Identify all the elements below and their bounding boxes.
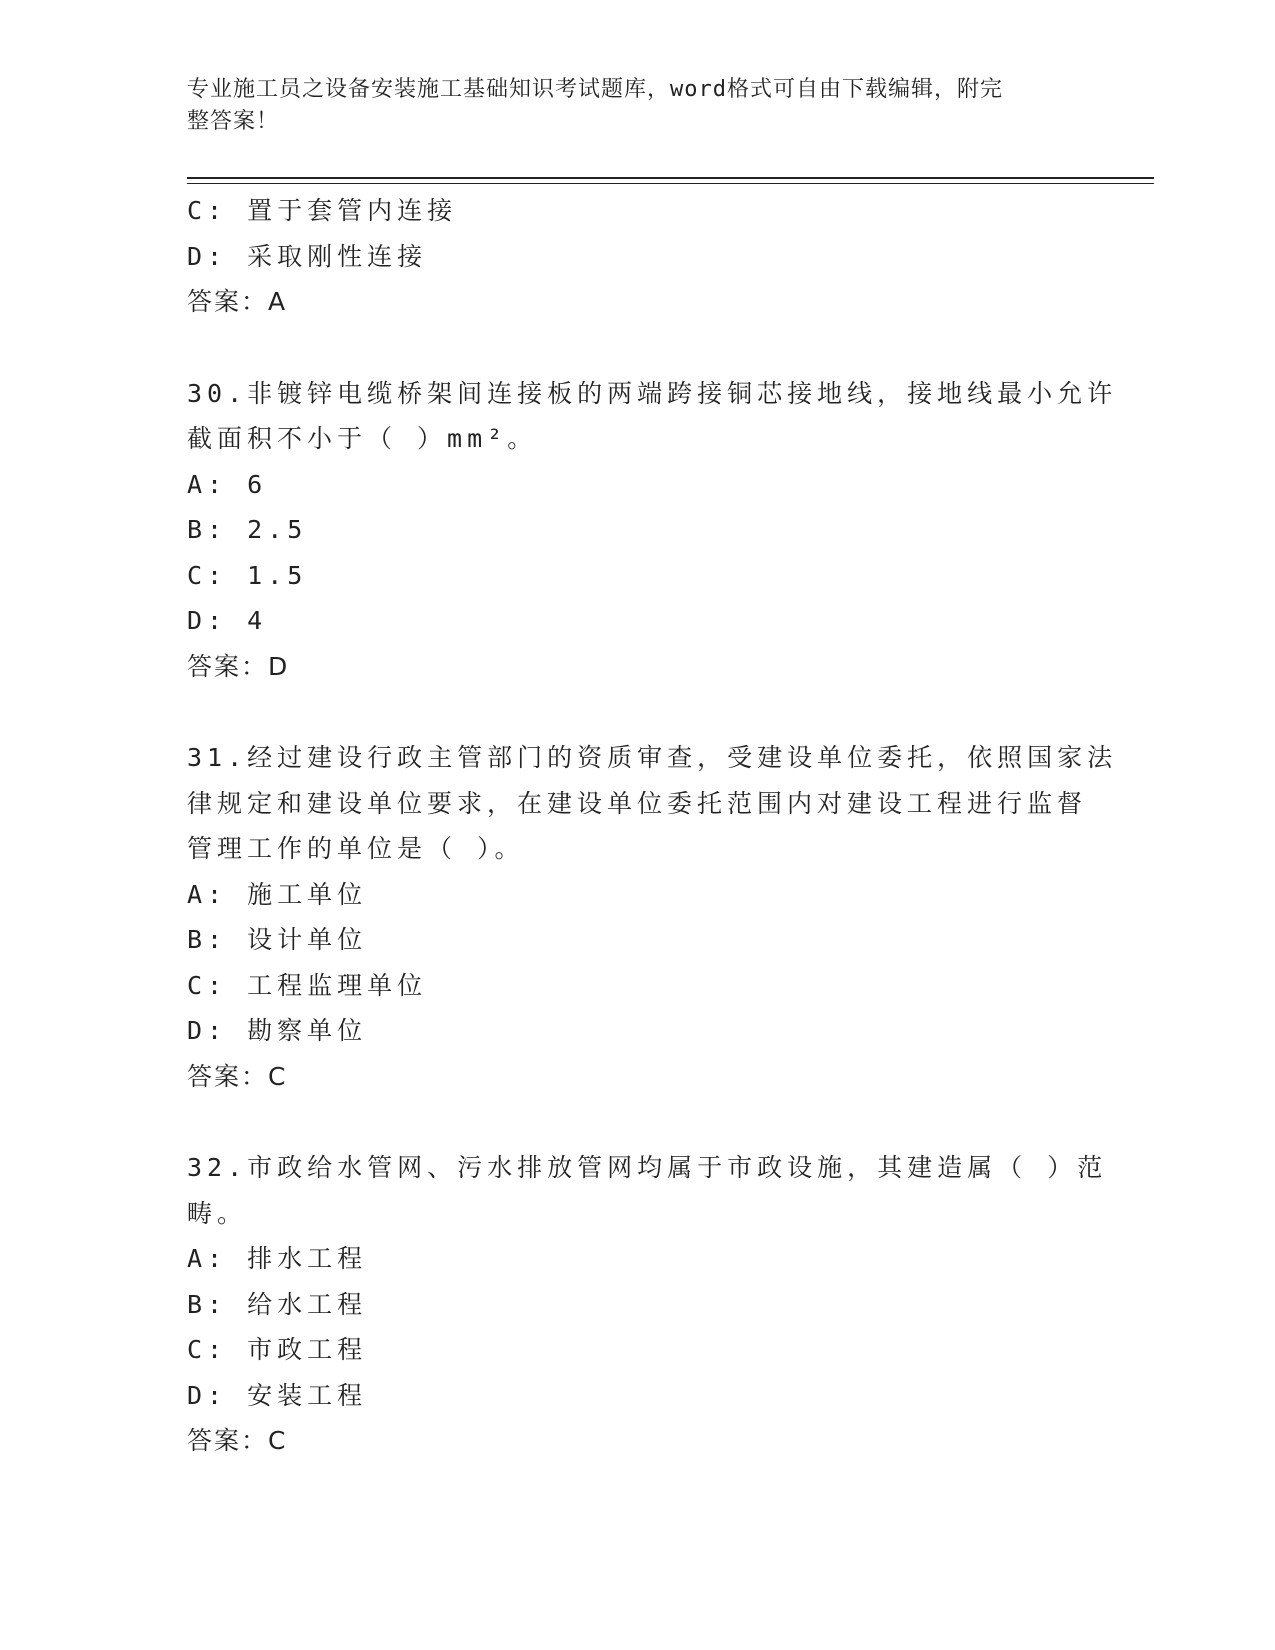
question-text xyxy=(187,371,1118,462)
option-a: A: 6 xyxy=(187,469,268,499)
header-divider-thick xyxy=(187,177,1154,179)
question-text-line: 畴。 xyxy=(187,1198,248,1228)
question-32 xyxy=(187,1145,1108,1464)
question-text xyxy=(187,735,1118,872)
question-text-line: 30.非镀锌电缆桥架间连接板的两端跨接铜芯接地线，接地线最小允许 xyxy=(187,378,1118,408)
spacer xyxy=(187,689,1067,735)
option-d: D: 勘察单位 xyxy=(187,1016,368,1045)
answer-line: 答案：A xyxy=(187,287,288,316)
option-d: D: 采取刚性连接 xyxy=(187,241,428,271)
question-text xyxy=(187,1145,1108,1236)
option-d: D: 4 xyxy=(187,606,268,635)
question-text-line: 律规定和建设单位要求，在建设单位委托范围内对建设工程进行监督 xyxy=(187,788,1088,818)
option-b: B: 设计单位 xyxy=(187,925,368,954)
spacer xyxy=(187,1099,1067,1145)
question-31 xyxy=(187,735,1118,1099)
option-a: A: 排水工程 xyxy=(187,1244,368,1273)
question-30 xyxy=(187,371,1118,690)
document-header xyxy=(187,74,1067,138)
option-b: B: 给水工程 xyxy=(187,1289,368,1319)
question-text-line: 管理工作的单位是（ ）。 xyxy=(187,834,525,863)
option-c: C: 1.5 xyxy=(187,560,308,590)
header-title-line-1: 专业施工员之设备安装施工基础知识考试题库，word格式可自由下载编辑，附完 xyxy=(187,77,1003,102)
answer-line: 答案：D xyxy=(187,651,290,681)
document-body xyxy=(187,188,1118,1464)
question-29-continued xyxy=(187,188,1067,325)
option-c: C: 置于套管内连接 xyxy=(187,196,458,225)
option-c: C: 市政工程 xyxy=(187,1335,368,1364)
answer-line: 答案：C xyxy=(187,1061,288,1091)
header-divider-thin xyxy=(187,183,1154,184)
question-text-line: 31.经过建设行政主管部门的资质审查，受建设单位委托，依照国家法 xyxy=(187,743,1118,772)
spacer xyxy=(187,325,1067,371)
question-text-line: 32.市政给水管网、污水排放管网均属于市政设施，其建造属（ ）范 xyxy=(187,1153,1108,1182)
option-b: B: 2.5 xyxy=(187,515,308,544)
answer-line: 答案：C xyxy=(187,1426,288,1455)
option-d: D: 安装工程 xyxy=(187,1380,368,1410)
header-title-line-2: 整答案！ xyxy=(187,109,280,134)
option-a: A: 施工单位 xyxy=(187,879,368,909)
option-c: C: 工程监理单位 xyxy=(187,970,428,1000)
question-text-line: 截面积不小于（ ）mm²。 xyxy=(187,424,538,453)
